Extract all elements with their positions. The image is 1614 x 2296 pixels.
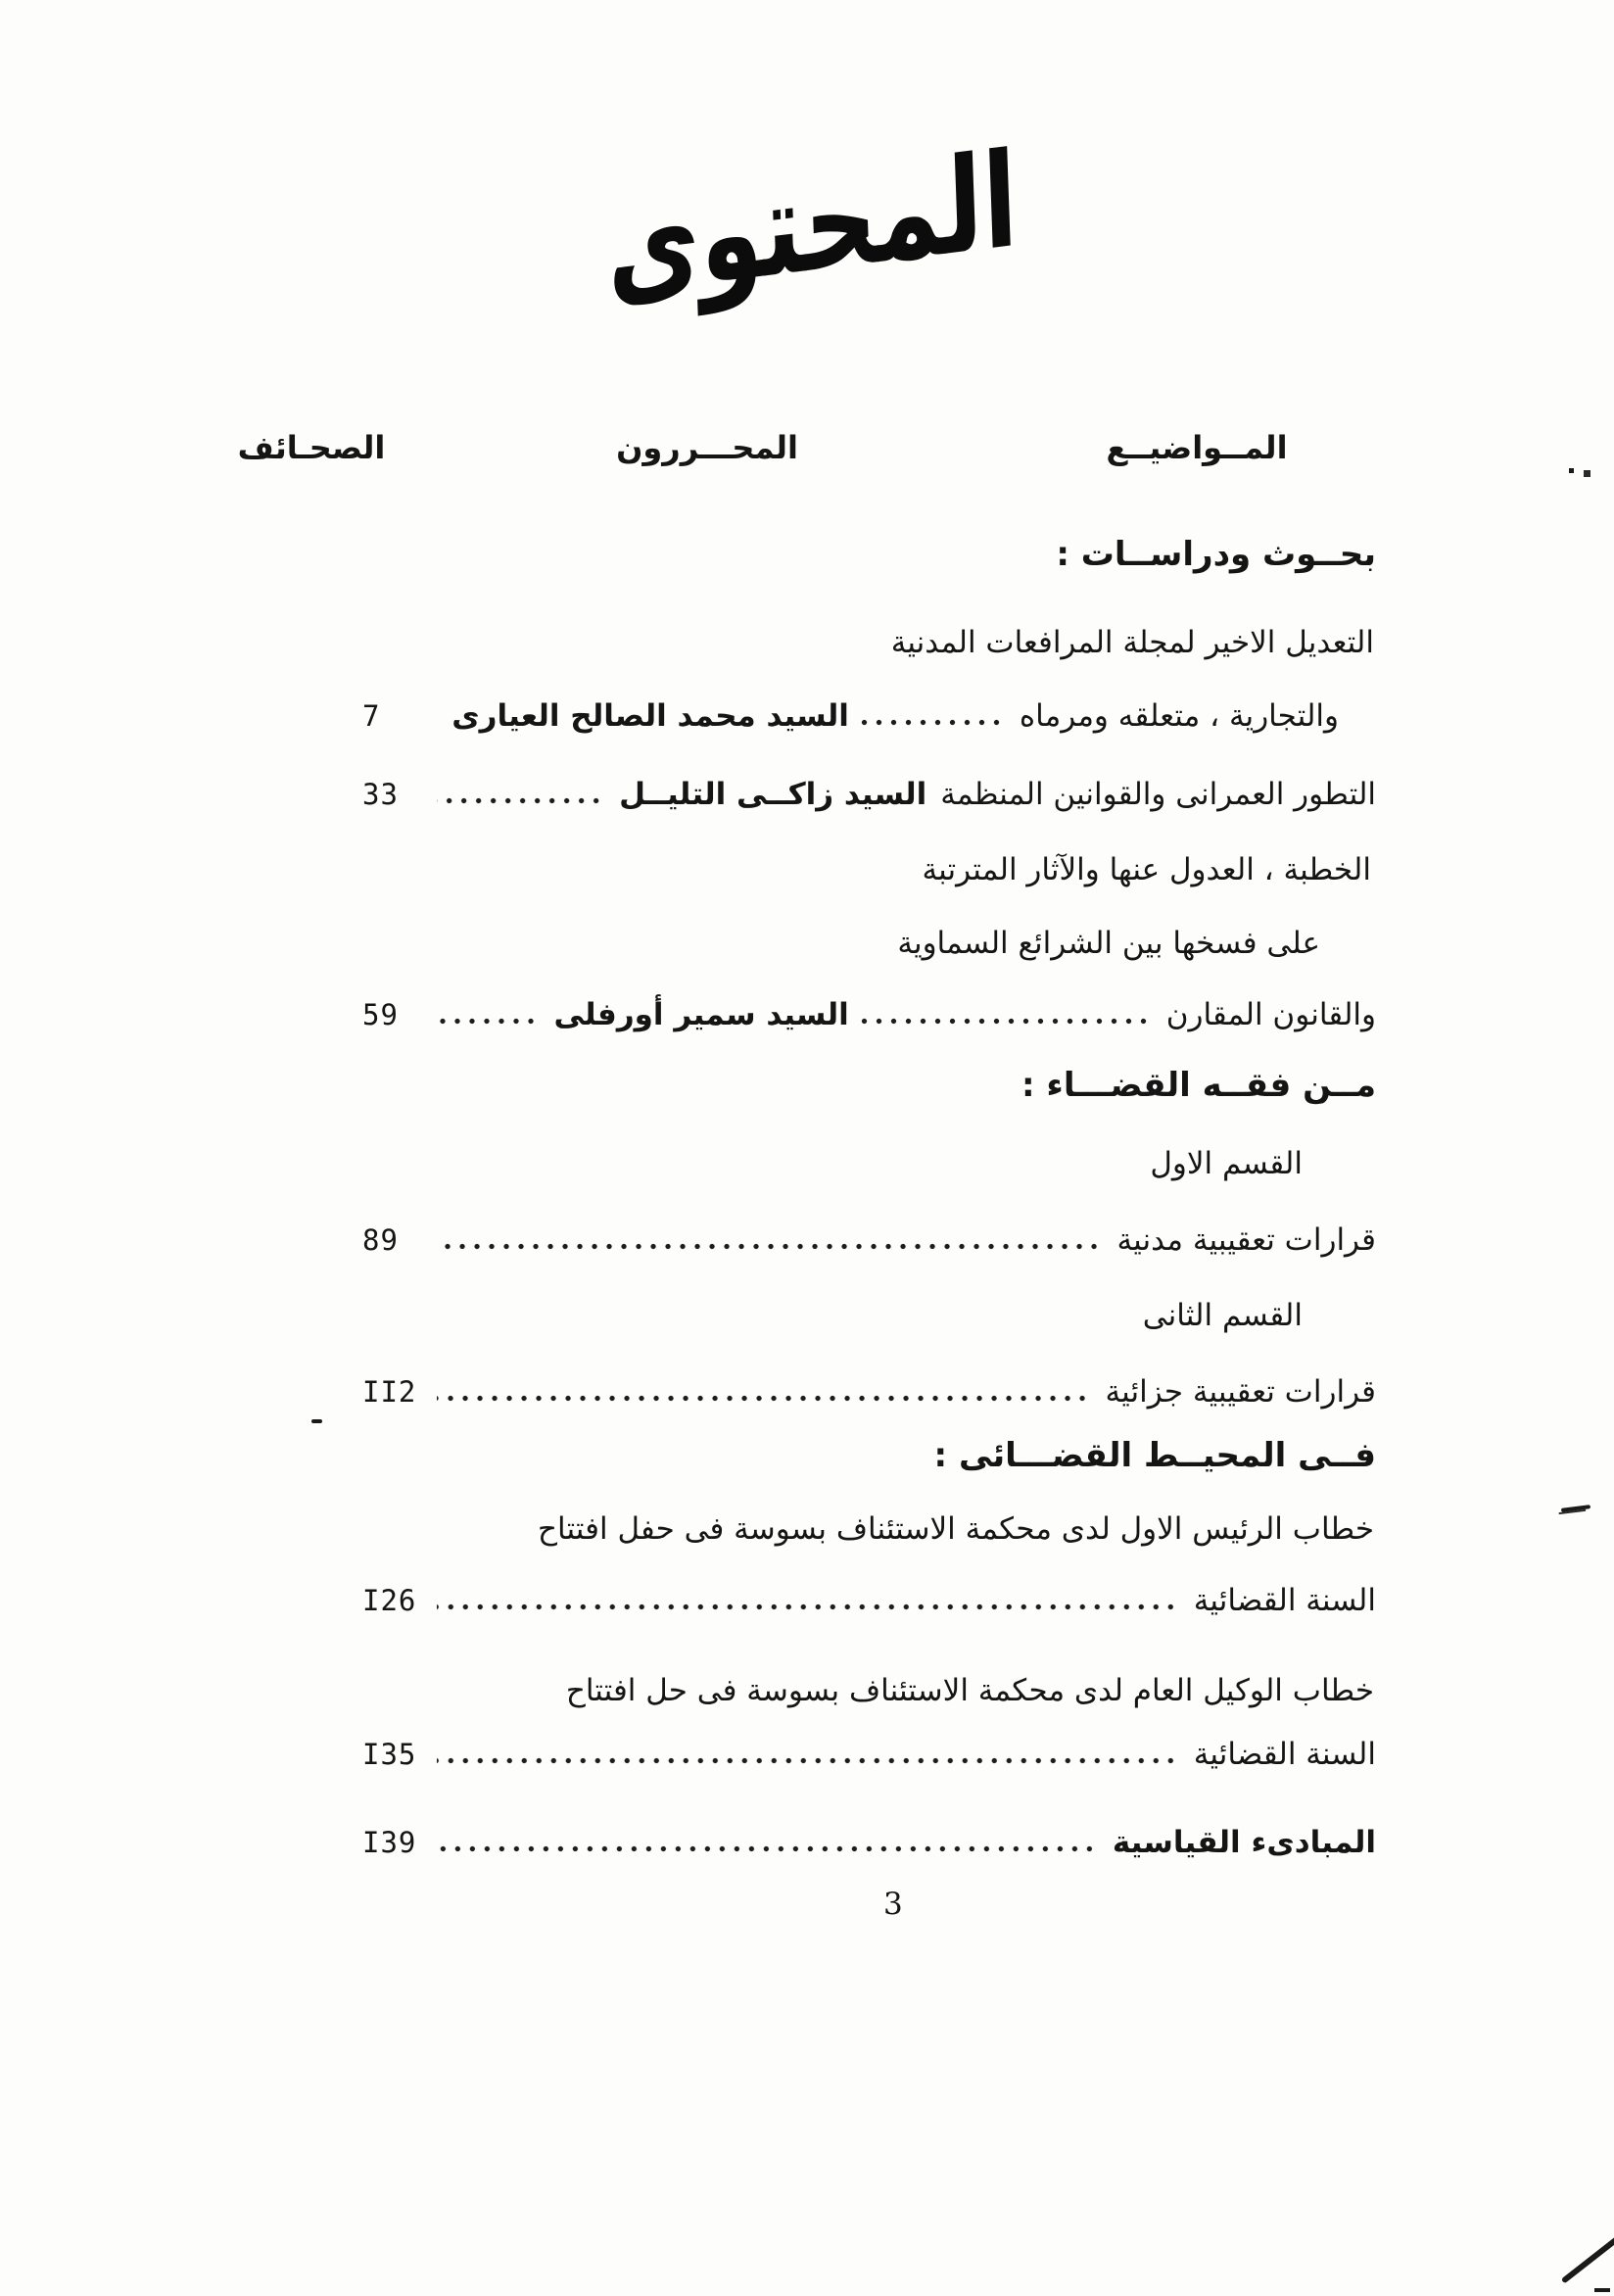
entry-speech2-line2 [362,1737,1376,1772]
entry-page-number: 7 [362,699,381,733]
entry-speech1-line2 [362,1583,1376,1618]
ink-dash-corner [1594,2288,1610,2292]
entry-page-number: II2 [362,1375,417,1409]
entry-urban [362,777,1376,812]
ink-dash [311,1419,322,1423]
entry-text: والتجارية ، متعلقه ومرماه [1019,698,1339,734]
column-header-pages: الصحـائف [237,429,386,466]
entry-page-number: 89 [362,1223,399,1257]
column-header-topics: المــواضيــع [1106,429,1288,466]
dot-leader [437,797,607,804]
dot-leader [437,1395,1094,1402]
dot-leader [437,1757,1182,1764]
entry-text: والقانون المقارن [1165,997,1376,1032]
dot-leader [437,1603,1182,1610]
dot-leader [437,1845,1101,1852]
entry-betrothal-line1: الخطبة ، العدول عنها والآثار المترتبة [922,852,1371,887]
entry-betrothal-line2: على فسخها بين الشرائع السماوية [897,926,1320,961]
entry-author: السيد سمير أورفلى [553,997,849,1032]
entry-speech2-line1: خطاب الوكيل العام لدى محكمة الاستئناف بسوسة فى حل افتتاح [565,1673,1374,1708]
entry-civil-decisions [362,1222,1376,1258]
entry-speech1-line1: خطاب الرئيس الاول لدى محكمة الاستئناف بسوسة فى حفل افتتاح [538,1511,1374,1547]
entry-text: قرارات تعقيبية جزائية [1105,1374,1376,1410]
entry-page-number: I35 [362,1738,417,1771]
entry-author: السيد محمد الصالح العيارى [451,698,849,734]
dot-leader [437,719,440,726]
folio-number: 3 [883,1887,903,1922]
ink-speck [1569,468,1574,473]
subsection-part1: القسم الاول [1150,1146,1303,1181]
dot-leader [437,1018,543,1025]
entry-text: السنة القضائية [1193,1583,1376,1618]
ink-squiggle [1561,1505,1590,1512]
ink-slash-corner [1561,2235,1614,2283]
entry-text: التطور العمرانى والقوانين المنظمة [940,777,1376,812]
section-heading-fiqh: مــن فقــه القضـــاء : [1021,1066,1376,1105]
section-heading-studies: بحــوث ودراســات : [1056,535,1376,574]
dot-leader [861,1018,1155,1025]
column-header-editors: المحـــررون [616,429,798,466]
entry-amendment-line1: التعديل الاخير لمجلة المرافعات المدنية [890,625,1374,660]
entry-page-number: I26 [362,1584,417,1617]
dot-leader [861,719,1008,726]
section-heading-milieu: فــى المحيــط القضـــائى : [933,1436,1376,1475]
entry-amendment-line2 [362,698,1376,734]
entry-text: المبادىء القياسية [1112,1825,1376,1860]
entry-text: قرارات تعقيبية مدنية [1116,1222,1376,1258]
entry-principles [362,1825,1376,1860]
dot-leader [437,1243,1106,1250]
entry-page-number: 59 [362,998,399,1031]
book-title-calligraphy: المحتوى [603,121,1021,327]
entry-betrothal-line3 [362,997,1376,1032]
entry-page-number: I39 [362,1826,417,1859]
entry-page-number: 33 [362,778,399,811]
entry-text: السنة القضائية [1193,1737,1376,1772]
entry-penal-decisions [362,1374,1376,1410]
subsection-part2: القسم الثانى [1142,1298,1303,1333]
entry-author: السيد زاكــى التليــل [619,777,927,812]
